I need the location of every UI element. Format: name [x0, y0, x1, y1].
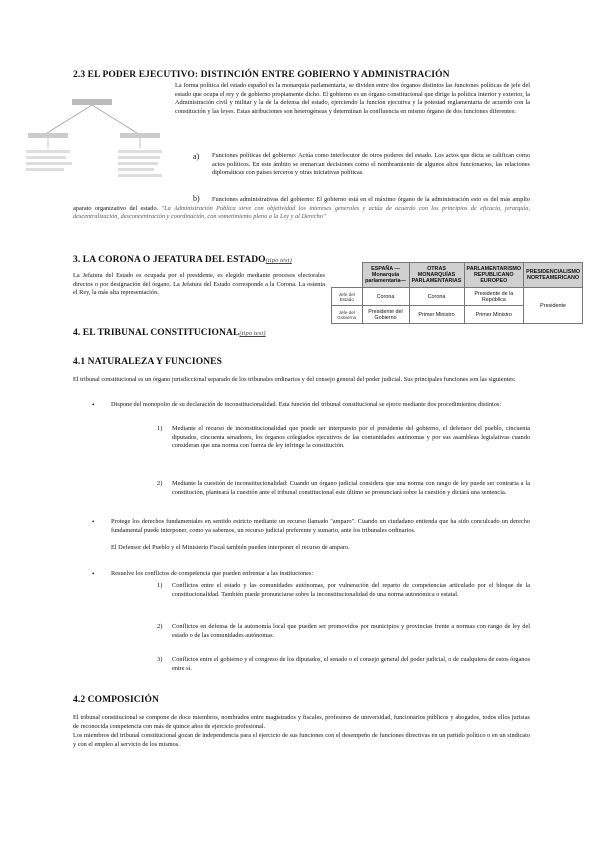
table-header: OTRAS MONARQUÍAS PARLAMENTARIAS — [409, 263, 464, 288]
bullet-2b-text: El Defensor del Pueblo y el Ministerio Fiscal también pueden interponer el recurso de amparo. — [111, 544, 350, 551]
diagram-right-box — [120, 133, 160, 138]
table-row-label: Jefe del Gobierno — [332, 306, 363, 324]
list-number: 2) — [157, 623, 163, 630]
table-header: PRESIDENCIALISMO NORTEAMERICANO — [524, 263, 583, 288]
list-item-text: Conflictos entre el estado y las comunidades autónomas, por vulneración del reparto de competencias articulado por el bloque de la constitucionalidad. También puede pronunciarse sobre la inconstitucionalidad de una norma autonómica o estatal. — [172, 582, 530, 598]
bullet-2-text: Protege los derechos fundamentales en sentido estricto mediante un recurso llamado "amparo". Cuando un ciudadano entienda que ha sido conculcado un derecho fundamental puede interponer, como ya sabemos, un recurso judicial preferente y sumario, ante los tribunales ordinarios. — [111, 518, 530, 534]
table-row-label: Jefe del Estado — [332, 288, 363, 306]
item-a-letter: a) — [193, 152, 200, 161]
table-cell: Corona — [409, 288, 464, 306]
section-3-tag: (tipo test) — [265, 257, 292, 264]
s42-paragraph-1: El tribunal constitucional se compone de doce miembros, nombrados entre magistrados y fiscales, profesores de universidad, funcionarios públicos y abogados, todos ellos juristas de reconocida competencia con más de quince años de ejercicio profesional. — [73, 714, 530, 730]
list-number: 2) — [157, 480, 163, 487]
s41-intro: El tribunal constitucional es un órgano jurisdiccional separado de los tribunales ordinarios y del consejo general del poder judicial. Sus principales funciones son las siguientes: — [73, 376, 516, 383]
table-cell: Primer Ministro — [464, 306, 524, 324]
section-heading-2-3: 2.3 EL PODER EJECUTIVO: DISTINCIÓN ENTRE GOBIERNO Y ADMINISTRACIÓN — [73, 70, 450, 80]
list-item-text: Mediante la cuestión de inconstitucionalidad: Cuando un órgano judicial considera que una norma con rango de ley puede ser contraria a la constitución, planteará la cuestión ante el tribunal constitucional este último se pronunciará sobre la cuestión y dictará una sentencia. — [172, 480, 530, 496]
bullet-1-text: Dispone del monopolio de su declaración de inconstitucionalidad. Esta función del tribunal constitucional se ejerce mediante dos procedimientos distintos: — [111, 401, 502, 408]
bullet-dot: • — [92, 570, 95, 578]
item-b-letter: b) — [193, 194, 200, 203]
list-number: 3) — [157, 656, 163, 663]
bullet-3-text: Resuelve los conflictos de competencia que pueden enfrentar a las instituciones: — [111, 570, 314, 577]
diagram-connector-left — [47, 105, 92, 133]
bullet-dot: • — [92, 401, 95, 409]
table-cell: Primer Ministro — [409, 306, 464, 324]
list-item-text: Mediante el recurso de inconstitucionalidad que puede ser interpuesto por el presidente del gobierno, el defensor del pueblo, cincuenta diputados, cincuenta senadores, los órganos colegiados ejecutivos de las comunidades autónomas y por sus asambleas legislativas cuando consideran que una norma con fuerza de ley infringe la constitución. — [172, 425, 530, 450]
table-corner — [332, 263, 363, 288]
diagram-connector-right — [92, 105, 137, 133]
item-a-text: Funciones políticas del gobierno: Actúa como interlocutor de otros poderes del estado. Los actos que dicta se califican como actos políticos. En este ámbito se enmarcan decisiones como el nombramiento de algunos altos funcionarios, las relaciones diplomáticas con países terceros y otras iniciativas políticas. — [212, 152, 530, 177]
table-cell: Corona — [362, 288, 409, 306]
table-header-row — [332, 263, 583, 288]
s23-intro: La forma política del estado español es la monarquía parlamentaria, se dividen entre dos órganos distintos las funciones políticas de jefe del estado que ocupa el rey y de gobierno propiamente dicho. El gobierno es un órgano constitucional que dirige la política interior y exterior, la Administración civil y militar y la de la defensa del estado, ejerciendo la función ejecutiva y la potestad reglamentaria de acuerdo con la constitución y las leyes. Estas atribuciones son heterogéneas y determinan la confluencia en mismo órgano de dos funciones diferentes: — [175, 82, 530, 115]
section-heading-3-text: 3. LA CORONA O JEFATURA DEL ESTADO — [73, 255, 266, 265]
s42-paragraph-2: Los miembros del tribunal constitucional gozan de independencia para el ejercicio de sus funciones con el desempeño de funciones directivas en un partido político o en un sindicato y con el empleo al servicio de los mismos. — [73, 732, 530, 748]
list-item-text: Conflictos entre el gobierno y el congreso de los diputados, el senado o el consejo general del poder judicial, o de cualquiera de estos órganos entre sí. — [172, 656, 530, 672]
section-heading-4-text: 4. EL TRIBUNAL CONSTITUCIONAL — [73, 328, 240, 338]
diagram-root-box — [72, 99, 112, 105]
list-number: 1) — [157, 425, 163, 432]
table-cell: Presidente del Gobierno — [362, 306, 409, 324]
s3-text: La Jefatura del Estado es ocupada por el presidente, es elegido mediante procesos electorales directos o por designación del órgano. La Jefatura del Estado corresponde a la Corona. La ostenta el Rey, la más alta representación. — [73, 272, 325, 297]
list-number: 1) — [157, 582, 163, 589]
section-heading-4-1: 4.1 NATURALEZA Y FUNCIONES — [73, 357, 222, 367]
diagram-left-box — [28, 133, 68, 138]
item-b-quote: "La Administración Pública sirve con objetividad los intereses generales y actúa de acuerdo con los principios de eficacia, jerarquía, descentralización, desconcentración y coordinación, con sometimiento pleno a la Ley y al Derecho" — [73, 204, 530, 221]
hierarchy-diagram — [22, 93, 167, 193]
table-header: PARLAMENTARISMO REPUBLICANO EUROPEO — [464, 263, 524, 288]
comparison-table — [331, 262, 583, 324]
table-cell-merged: Presidente — [524, 288, 583, 324]
section-heading-4-2: 4.2 COMPOSICIÓN — [73, 695, 159, 705]
table-header: ESPAÑA —Monarquía parlamentaria— — [362, 263, 409, 288]
table-row — [332, 288, 583, 306]
section-4-tag: (tipo test) — [239, 330, 266, 337]
comparison-table-wrapper — [331, 262, 583, 324]
bullet-dot: • — [92, 518, 95, 526]
list-item-text: Conflictos en defensa de la autonomía local que pueden ser promovidos por municipios y provincias frente a normas con rango de ley del estado o de las comunidades autónomas. — [172, 623, 530, 639]
item-b-text: Funciones administrativas del gobierno: El gobierno está en el máximo órgano de la administración esto es del más amplio aparato organizativo del estado. — [73, 196, 530, 212]
item-b-paragraph — [73, 196, 530, 222]
section-heading-4 — [73, 328, 333, 338]
table-cell: Presidente de la República — [464, 288, 524, 306]
section-heading-3 — [73, 255, 333, 265]
